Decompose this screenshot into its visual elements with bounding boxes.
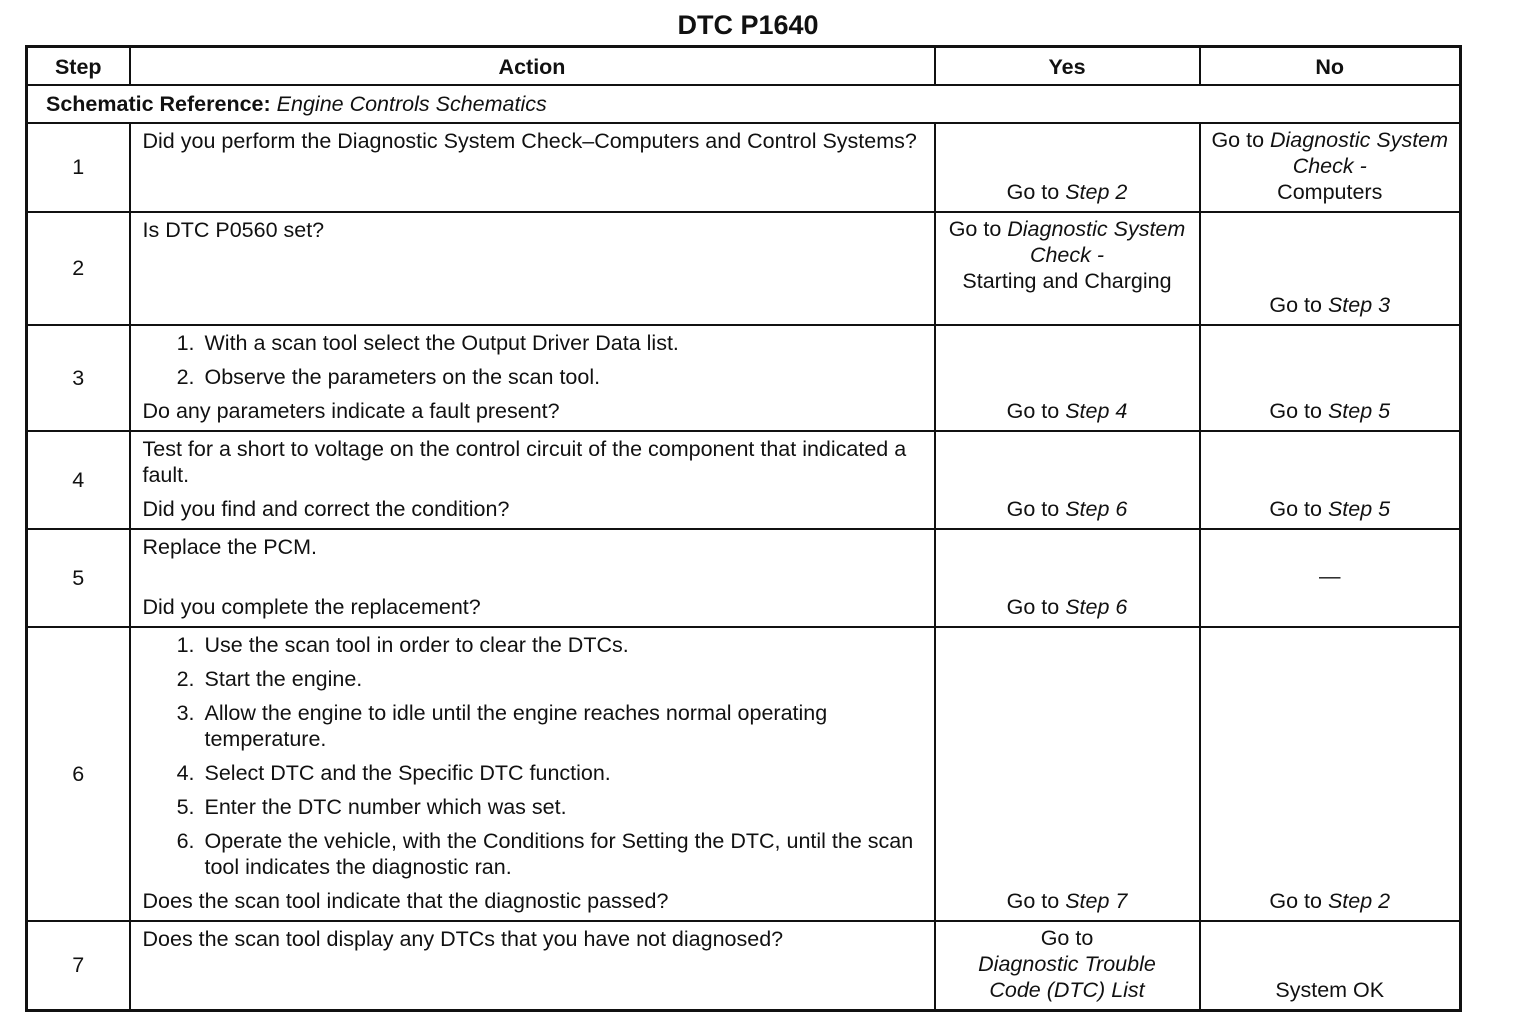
dtc-table	[25, 45, 1462, 1012]
yes-cell	[935, 212, 1200, 325]
yes-cell	[935, 627, 1200, 921]
table-row	[27, 529, 1461, 627]
header-step: Step	[27, 47, 130, 85]
substep-item: 5. Enter the DTC number which was set.	[201, 794, 926, 820]
no-prefix: Go to	[1211, 127, 1270, 152]
substep-list	[143, 632, 926, 880]
no-link[interactable]: Diagnostic System Check -	[1270, 127, 1449, 178]
action-text: Test for a short to voltage on the control circuit of the component that indicated a fault.	[142, 436, 907, 487]
no-cell	[1200, 123, 1461, 212]
no-link[interactable]: Step 5	[1327, 496, 1391, 521]
no-prefix: Go to	[1269, 496, 1328, 521]
no-prefix: Go to	[1269, 888, 1328, 913]
step-number: 5	[27, 529, 130, 627]
yes-link[interactable]: Diagnostic Trouble Code (DTC) List	[978, 951, 1156, 1002]
table-row	[27, 123, 1461, 212]
action-text: Does the scan tool display any DTCs that you have not diagnosed?	[142, 926, 784, 951]
yes-cell	[935, 529, 1200, 627]
table-row	[27, 212, 1461, 325]
action-text: Did you perform the Diagnostic System Check–Computers and Control Systems?	[142, 128, 917, 153]
action-cell	[130, 431, 935, 529]
yes-prefix: Go to	[1006, 398, 1066, 423]
substep-list	[143, 330, 926, 390]
yes-prefix: Go to	[1006, 496, 1066, 521]
yes-link[interactable]: Step 6	[1065, 496, 1128, 521]
yes-prefix: Go to	[1006, 179, 1066, 204]
yes-link[interactable]: Diagnostic System Check -	[1007, 216, 1186, 267]
no-cell	[1200, 212, 1461, 325]
step-number: 1	[27, 123, 130, 212]
action-cell	[130, 123, 935, 212]
step-number: 7	[27, 921, 130, 1011]
substep-item: 1. With a scan tool select the Output Driver Data list.	[201, 330, 926, 356]
step-number: 3	[27, 325, 130, 431]
no-cell	[1200, 627, 1461, 921]
schematic-reference-row	[27, 85, 1461, 123]
action-question: Did you complete the replacement?	[142, 594, 481, 619]
yes-prefix: Go to	[1040, 925, 1094, 950]
action-text: Replace the PCM.	[142, 534, 317, 559]
no-cell	[1200, 431, 1461, 529]
yes-link[interactable]: Step 2	[1065, 179, 1128, 204]
header-yes: Yes	[935, 47, 1200, 85]
page-title: DTC P1640	[677, 10, 819, 40]
yes-prefix: Go to	[948, 216, 1008, 241]
no-suffix: Computers	[1277, 179, 1383, 204]
action-cell	[130, 627, 935, 921]
step-number: 6	[27, 627, 130, 921]
yes-cell	[935, 325, 1200, 431]
no-text: System OK	[1275, 977, 1385, 1002]
action-cell	[130, 529, 935, 627]
substep-item: 1. Use the scan tool in order to clear the DTCs.	[201, 632, 926, 658]
no-link[interactable]: Step 3	[1327, 292, 1391, 317]
substep-item: 3. Allow the engine to idle until the engine reaches normal operating temperature.	[201, 700, 926, 752]
table-row	[27, 325, 1461, 431]
table-row	[27, 627, 1461, 921]
yes-suffix: Starting and Charging	[962, 268, 1172, 293]
yes-link[interactable]: Step 7	[1065, 888, 1128, 913]
table-row	[27, 921, 1461, 1011]
header-no: No	[1200, 47, 1461, 85]
action-cell	[130, 212, 935, 325]
substep-item: 6. Operate the vehicle, with the Conditions for Setting the DTC, until the scan tool indicates the diagnostic ran.	[201, 828, 926, 880]
action-question: Do any parameters indicate a fault present?	[142, 398, 560, 423]
action-question: Does the scan tool indicate that the diagnostic passed?	[142, 888, 669, 913]
substep-item: 2. Observe the parameters on the scan tool.	[201, 364, 926, 390]
substep-item: 2. Start the engine.	[201, 666, 926, 692]
schematic-reference-link[interactable]: Engine Controls Schematics	[276, 91, 547, 116]
no-prefix: Go to	[1269, 292, 1328, 317]
header-action: Action	[130, 47, 935, 85]
action-text: Is DTC P0560 set?	[142, 217, 325, 242]
yes-prefix: Go to	[1006, 888, 1066, 913]
yes-cell	[935, 431, 1200, 529]
header-row	[27, 47, 1461, 85]
step-number: 2	[27, 212, 130, 325]
no-cell	[1200, 529, 1461, 627]
yes-link[interactable]: Step 4	[1065, 398, 1128, 423]
no-link[interactable]: Step 5	[1327, 398, 1391, 423]
schematic-reference-label: Schematic Reference:	[46, 91, 271, 116]
no-prefix: Go to	[1269, 398, 1328, 423]
substep-item: 4. Select DTC and the Specific DTC function.	[201, 760, 926, 786]
yes-cell	[935, 921, 1200, 1011]
action-question: Did you find and correct the condition?	[142, 496, 510, 521]
table-row	[27, 431, 1461, 529]
no-dash: —	[1319, 564, 1341, 588]
yes-prefix: Go to	[1006, 594, 1066, 619]
step-number: 4	[27, 431, 130, 529]
yes-cell	[935, 123, 1200, 212]
yes-link[interactable]: Step 6	[1065, 594, 1128, 619]
no-cell	[1200, 325, 1461, 431]
action-cell	[130, 921, 935, 1011]
action-cell	[130, 325, 935, 431]
no-link[interactable]: Step 2	[1327, 888, 1391, 913]
no-cell	[1200, 921, 1461, 1011]
